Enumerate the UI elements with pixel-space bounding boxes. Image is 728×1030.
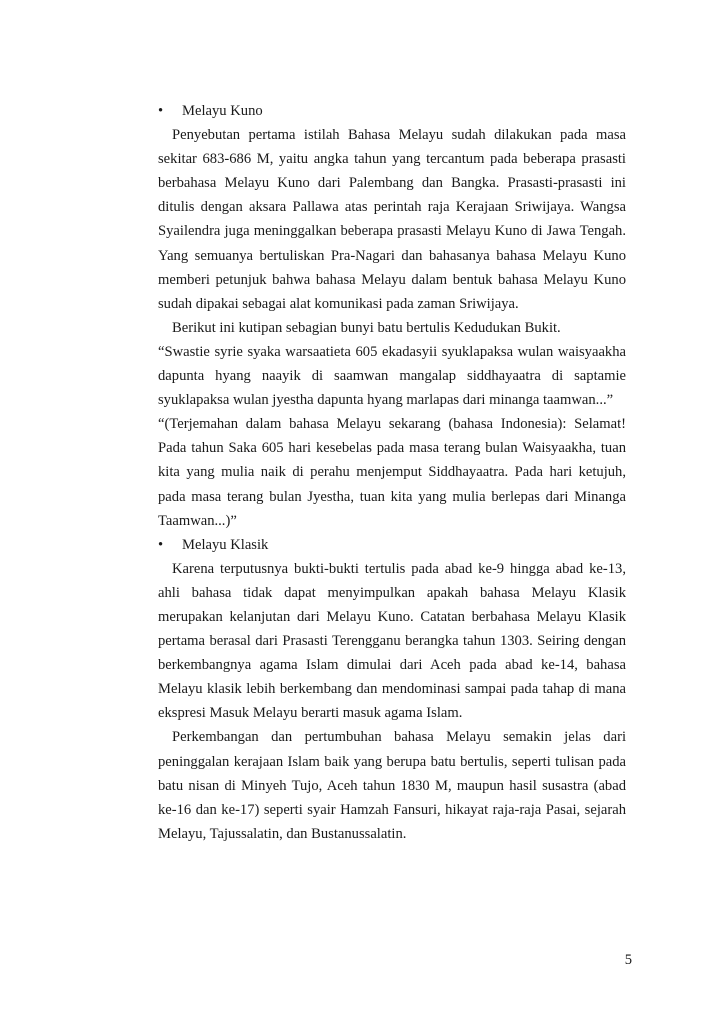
section-heading-melayu-kuno (158, 99, 626, 123)
bullet-icon: • (158, 103, 164, 119)
heading-text: Melayu Klasik (182, 536, 269, 553)
section-heading-melayu-klasik (158, 533, 626, 557)
inscription-quote: “Swastie syrie syaka warsaatieta 605 ekadasyii syuklapaksa wulan waisyaakha dapunta hyang naayik di saamwan mangalap siddhayaatra di saptamie syuklapaksa wulan jyestha dapunta hyang marlapas dari minanga taamwan...” (158, 343, 626, 409)
paragraph: Perkembangan dan pertumbuhan bahasa Melayu semakin jelas dari peninggalan kerajaan Islam baik yang berupa batu bertulis, seperti tulisan pada batu nisan di Minyeh Tujo, Aceh tahun 1830 M, maupun hasil susastra (abad ke-16 dan ke-17) seperti syair Hamzah Fansuri, hikayat raja-raja Pasai, sejarah Melayu, Tajussalatin, dan Bustanussalatin. (158, 729, 626, 842)
heading-text: Melayu Kuno (182, 103, 263, 119)
paragraph: Berikut ini kutipan sebagian bunyi batu bertulis Kedudukan Bukit. (172, 319, 561, 336)
body-text (158, 99, 626, 846)
page-number: 5 (624, 952, 632, 968)
bullet-icon: • (158, 536, 164, 553)
paragraph: Penyebutan pertama istilah Bahasa Melayu sudah dilakukan pada masa sekitar 683-686 M, yaitu angka tahun yang tercantum pada beberapa prasasti berbahasa Melayu Kuno dari Palembang dan Bangka. Prasasti-prasasti ini ditulis dengan aksara Pallawa atas perintah raja Kerajaan Sriwijaya. Wangsa Syailendra juga meninggalkan beberapa prasasti Melayu Kuno di Jawa Tengah. Yang semuanya bertuliskan Pra-Nagari dan bahasanya bahasa Melayu Kuno memberi petunjuk bahwa bahasa Melayu dalam bentuk bahasa Melayu Kuno sudah dipakai sebagai alat komunikasi pada zaman Sriwijaya. (158, 127, 626, 312)
paragraph: Karena terputusnya bukti-bukti tertulis pada abad ke-9 hingga abad ke-13, ahli bahasa tidak dapat menyimpulkan apakah bahasa Melayu Klasik merupakan kelanjutan dari Melayu Kuno. Catatan berbahasa Melayu Klasik pertama berasal dari Prasasti Terengganu berangka tahun 1303. Seiring dengan berkembangnya agama Islam dimulai dari Aceh pada abad ke-14, bahasa Melayu klasik lebih berkembang dan mendominasi sampai pada tahap di mana ekspresi Masuk Melayu berarti masuk agama Islam. (158, 560, 626, 722)
inscription-translation: “(Terjemahan dalam bahasa Melayu sekarang (bahasa Indonesia): Selamat! Pada tahun Saka 605 hari kesebelas pada masa terang bulan Waisyaakha, tuan kita yang mulia naik di perahu menjemput Siddhayaatra. Pada hari ketujuh, pada masa terang bulan Jyestha, tuan kita yang mulia berlepas dari Minanga Taamwan...)” (158, 416, 626, 529)
